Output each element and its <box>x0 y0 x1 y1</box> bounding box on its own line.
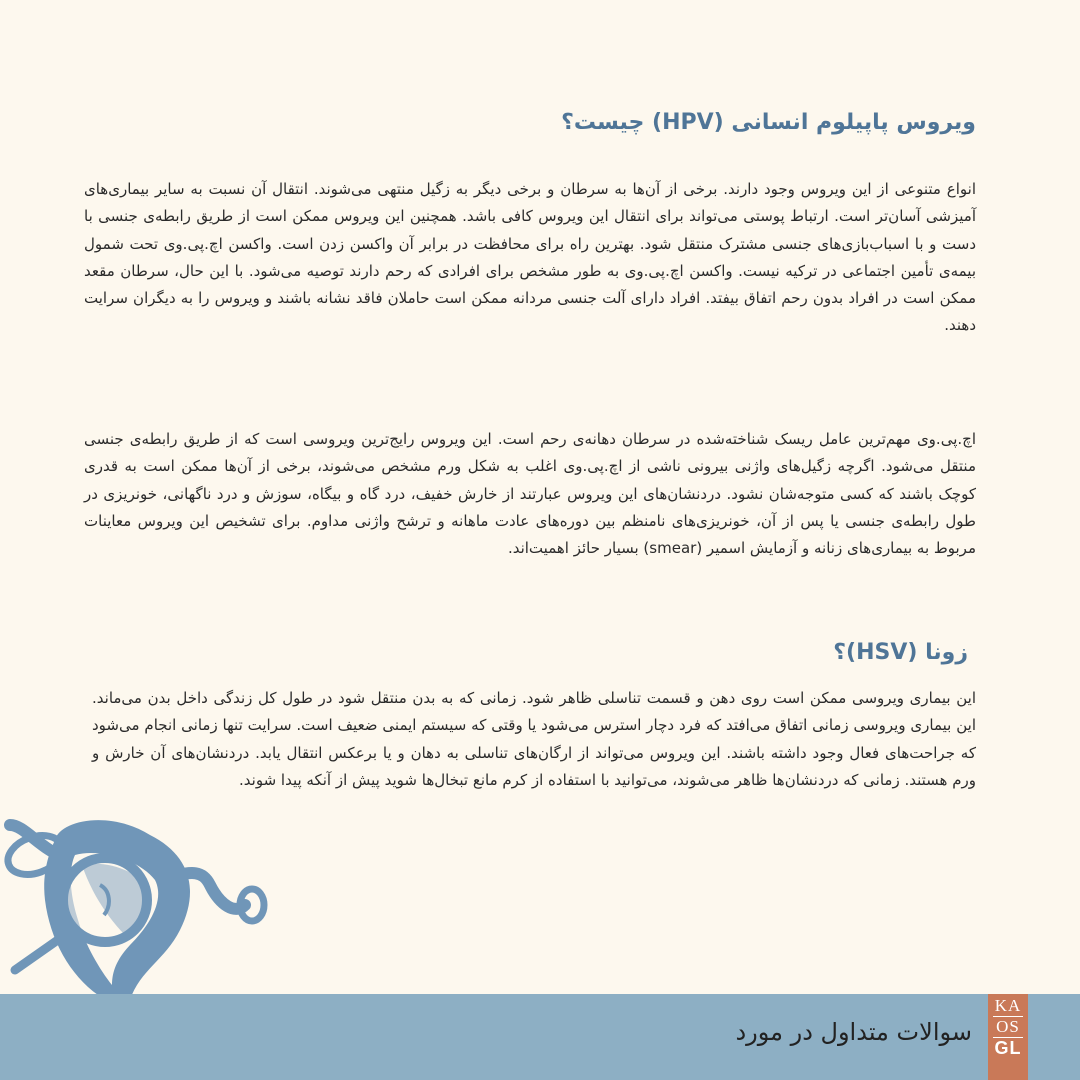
hsv-paragraph: این بیماری ویروسی ممکن است روی دهن و قسمت تناسلی ظاهر شود. زمانی که به بدن منتقل شود در طول کل زندگی داخل بدن می‌ماند. این بیماری ویروسی زمانی اتفاق می‌افتد که فرد دچار استرس می‌شود یا وقتی که سیستم ایمنی ضعیف است. سرایت تنها زمانی انجام می‌شود که جراحت‌های فعال وجود داشته باشند. این ویروس می‌تواند از ارگان‌های تناسلی به دهان و یا برعکس انتقال یابد. دردنشان‌های آن خارش و ورم هستند. زمانی که دردنشان‌ها ظاهر می‌شوند، می‌توانید با استفاده از کرم مانع تبخال‌ها شوید پیش از آنکه پیدا شوند. <box>92 689 976 789</box>
hpv-paragraph-1: انواع متنوعی از این ویروس وجود دارند. برخی از آن‌ها به سرطان و برخی دیگر به زگیل منتهی می‌شوند. انتقال آن نسبت به سایر بیماری‌های آمیزشی آسان‌تر است. ارتباط پوستی می‌تواند برای انتقال این ویروس کافی باشد. همچنین این ویروس ممکن است از طریق رابطه‌ی جنسی با دست و با اسباب‌بازی‌های جنسی مشترک منتقل شود. بهترین راه برای محافظت در برابر آن واکسن زدن است. واکسن اچ.پی.وی تحت شمول بیمه‌ی تأمین اجتماعی در ترکیه نیست. واکسن اچ.پی.وی به طور مشخص برای افرادی که رحم دارند توصیه می‌شود. با این حال، سرطان مقعد ممکن است در افراد بدون رحم اتفاق بیفتد. افراد دارای آلت جنسی مردانه ممکن است حاملان فاقد نشانه باشند و ویروس را به دیگران سرایت دهند. <box>84 180 976 335</box>
logo-line-1: KA <box>994 996 1022 1015</box>
logo-line-3: GL <box>994 1038 1022 1058</box>
logo-line-2: OS <box>996 1017 1020 1036</box>
kaosgl-logo <box>988 994 1028 1080</box>
hpv-heading: ویروس پاپیلوم انسانی (HPV) چیست؟ <box>561 110 976 135</box>
footer-title: سوالات متداول در مورد <box>735 1018 972 1046</box>
hpv-paragraph-2: اچ.پی.وی مهم‌ترین عامل ریسک شناخته‌شده در سرطان دهانه‌ی رحم است. این ویروس رایج‌ترین ویروسی است که از طریق رابطه‌ی جنسی منتقل می‌شود. اگرچه زگیل‌های واژنی بیرونی ناشی از اچ.پی.وی اغلب به شکل ورم مشخص می‌شوند، برخی از آن‌ها ممکن است به قدری کوچک باشند که کسی متوجه‌شان نشود. دردنشان‌های این ویروس عبارتند از خارش خفیف، درد گاه و بیگاه، سوزش و درد ناگهانی، خونریزی در طول رابطه‌ی جنسی یا پس از آن، خونریزی‌های نامنظم بین دوره‌های عادت ماهانه و ترشح واژنی مداوم. برای تشخیص این ویروس معاینات مربوط به بیماری‌های زنانه و آزمایش اسمیر (smear) بسیار حائز اهمیت‌اند. <box>84 430 976 558</box>
hsv-heading: زونا (HSV)؟ <box>833 640 968 665</box>
footer-bar <box>0 994 1080 1080</box>
